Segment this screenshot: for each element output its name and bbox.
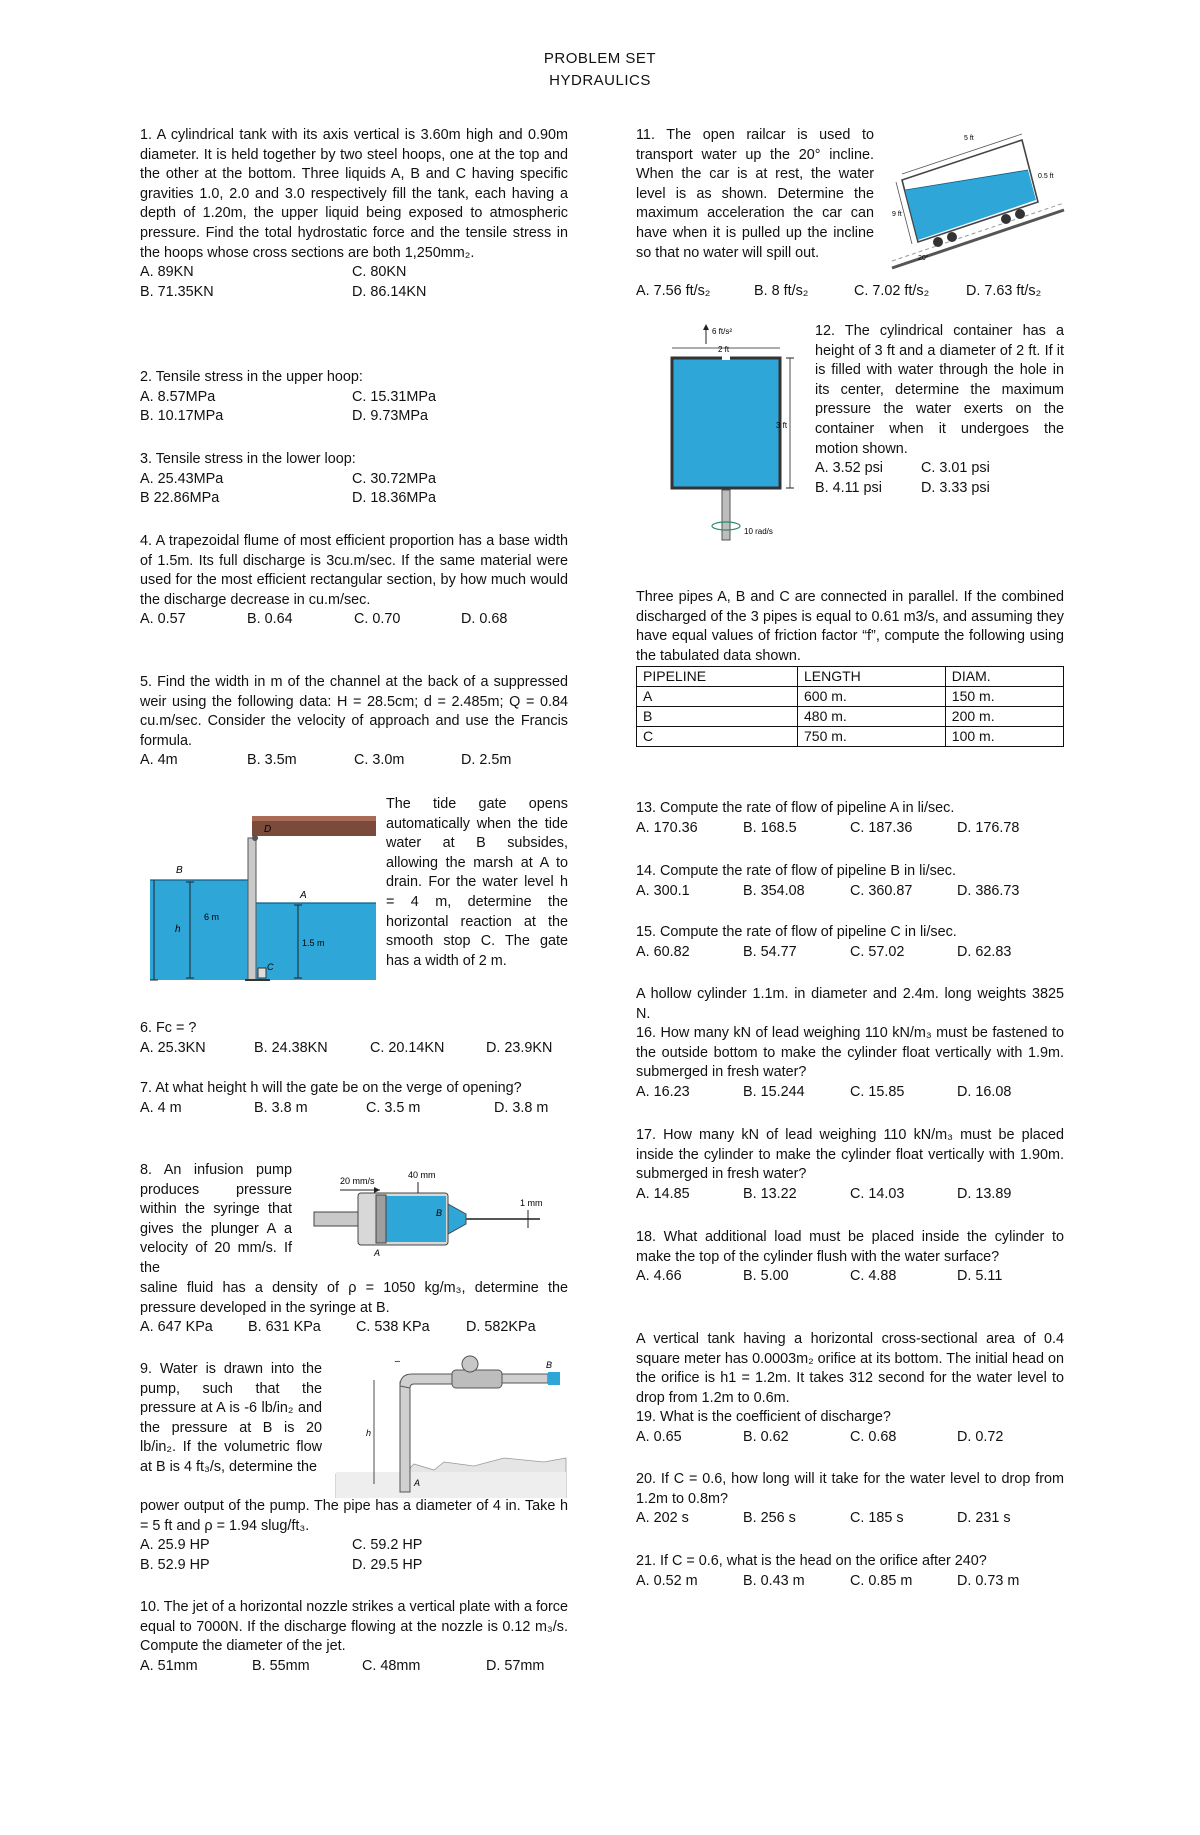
table-header: DIAM. [945, 667, 1063, 687]
choice: A. 14.85 [636, 1185, 690, 1202]
label-3ft: 3 ft [776, 421, 788, 430]
reservoir [336, 1472, 566, 1498]
choice: C. 3.5 m [366, 1099, 421, 1116]
outlet-water [548, 1372, 560, 1385]
choice: C. 0.85 m [850, 1572, 913, 1589]
table-row [637, 707, 1064, 727]
choice: D. 176.78 [957, 819, 1020, 836]
choice: C. 0.70 [354, 611, 401, 628]
table-cell: 200 m. [945, 707, 1063, 727]
table-cell: C [637, 727, 798, 747]
railcar-figure [888, 118, 1066, 270]
table-cell: 100 m. [945, 727, 1063, 747]
choice: D. 386.73 [957, 882, 1020, 899]
choice: A. 60.82 [636, 943, 690, 960]
hinge [252, 835, 258, 841]
choice: C. 57.02 [850, 943, 905, 960]
question-15 [636, 923, 1064, 962]
shaft [722, 490, 730, 540]
question-12-choices-row-2 [815, 479, 1064, 499]
question-3-choices-row-1 [140, 470, 568, 490]
question-17-text: 17. How many kN of lead weighing 110 kN/m₃ must be placed inside the cylinder to make the cylinder float vertically with 1.90m. submerged in fresh water? [636, 1127, 1064, 1183]
choice: D. 0.73 m [957, 1572, 1020, 1589]
pipe-vertical [400, 1382, 410, 1492]
label-h: h [366, 1428, 372, 1438]
question-8-text-b: saline fluid has a density of ρ = 1050 kg/m₃, determine the pressure developed in the syringe at B. [140, 1280, 568, 1316]
choice: D. 3.33 psi [921, 479, 990, 496]
choice: B. 3.5m [247, 752, 297, 769]
label-20mms: 20 mm/s [340, 1176, 375, 1186]
label-h: h [175, 924, 181, 935]
choice: D. 0.68 [461, 611, 508, 628]
label-accel: 6 ft/s² [712, 327, 733, 336]
choice: D. 29.5 HP [352, 1556, 423, 1573]
water-b [150, 880, 248, 980]
question-11-choices [636, 282, 1064, 302]
choice: D. 62.83 [957, 943, 1012, 960]
wheel [933, 237, 943, 247]
question-5-choices [140, 751, 568, 771]
choice: D. 23.9KN [486, 1039, 553, 1056]
question-17 [636, 1126, 1064, 1204]
wheel [1015, 209, 1025, 219]
choice: B. 0.64 [247, 611, 293, 628]
label-valve: ∽ [394, 1357, 401, 1366]
label-1mm: 1 mm [520, 1198, 543, 1208]
choice: A. 4.66 [636, 1268, 682, 1285]
question-3-choices-row-2 [140, 489, 568, 509]
question-21-text: 21. If C = 0.6, what is the head on the orifice after 240? [636, 1553, 987, 1569]
choice: B. 354.08 [743, 882, 805, 899]
question-15-choices [636, 943, 1064, 963]
label-c: C [267, 962, 274, 972]
page-header [0, 48, 1200, 92]
tide-gate-text [386, 795, 568, 971]
question-12-choices-row-1 [815, 459, 1064, 479]
choice: D. 0.72 [957, 1428, 1004, 1445]
choice: A. 202 s [636, 1510, 689, 1527]
pipes-problem [636, 588, 1064, 747]
stop-c [258, 968, 266, 978]
tank-problem [636, 1330, 1064, 1448]
label-20deg: 20° [918, 255, 929, 262]
label-b: B [176, 865, 183, 876]
railcar-water [905, 170, 1036, 240]
choice: C. 14.03 [850, 1185, 905, 1202]
table-cell: 750 m. [798, 727, 946, 747]
page-title: PROBLEM SET [543, 50, 657, 67]
label-40mm: 40 mm [408, 1170, 436, 1180]
question-2-choices-row-2 [140, 407, 568, 427]
choice: B. 5.00 [743, 1268, 789, 1285]
cylinder-container-figure [662, 322, 810, 548]
choice: C. 15.85 [850, 1083, 905, 1100]
question-12-text: 12. The cylindrical container has a height of 3 ft and a diameter of 2 ft. If it is filled with water through the hole in its center, determine the maximum pressure the water exerts on the container when it undergoes the motion shown. [815, 323, 1064, 457]
choice: B. 631 KPa [248, 1319, 321, 1336]
choice: C. 48mm [362, 1657, 421, 1674]
choice: B. 10.17MPa [140, 408, 224, 425]
choice: A. 25.43MPa [140, 470, 224, 487]
question-11-choices-block [636, 282, 1064, 302]
question-9-text-a-block [140, 1360, 322, 1478]
question-20-choices [636, 1509, 1064, 1529]
table-row [637, 727, 1064, 747]
choice: B. 3.8 m [254, 1099, 308, 1116]
choice: A. 0.65 [636, 1428, 682, 1445]
question-2 [140, 368, 568, 427]
question-18-choices [636, 1267, 1064, 1287]
question-7 [140, 1079, 568, 1118]
label-b: B [436, 1208, 443, 1218]
label-b: B [546, 1360, 553, 1370]
question-21 [636, 1552, 1064, 1591]
question-3-text: 3. Tensile stress in the lower loop: [140, 451, 356, 467]
choice: D. 582KPa [466, 1319, 536, 1336]
choice: D. 231 s [957, 1510, 1011, 1527]
question-8-text-a: 8. An infusion pump produces pressure within the syringe that gives the plunger A a velocity of 20 mm/s. If the [140, 1162, 292, 1276]
label-9ft: 9 ft [892, 211, 902, 218]
choice: C. 0.68 [850, 1428, 897, 1445]
choice: C. 80KN [352, 264, 407, 281]
question-6 [140, 1019, 568, 1058]
question-11-text-block [636, 126, 874, 263]
tank-intro: A vertical tank having a horizontal cross-sectional area of 0.4 square meter has 0.0003m₂ orifice at its bottom. The initial head on the orifice is h1 = 1.2m. It takes 312 second for the water level to drop from 1.2m to 0.6m. [636, 1331, 1064, 1406]
label-6m: 6 m [204, 912, 220, 922]
question-4 [140, 532, 568, 630]
question-3 [140, 450, 568, 509]
choice: A. 4m [140, 752, 178, 769]
question-20-text: 20. If C = 0.6, how long will it take for the water level to drop from 1.2m to 0.8m? [636, 1471, 1064, 1507]
pipes-intro: Three pipes A, B and C are connected in parallel. If the combined discharged of the 3 pipes is equal to 0.61 m3/s, and assuming they have equal values of friction factor “f”, compute the following using the tabulated data shown. [636, 589, 1064, 664]
question-10 [140, 1598, 568, 1676]
choice: B. 24.38KN [254, 1039, 328, 1056]
choice: C. 20.14KN [370, 1039, 445, 1056]
choice: A. 0.52 m [636, 1572, 698, 1589]
wheel [1001, 214, 1011, 224]
choice: D. 16.08 [957, 1083, 1012, 1100]
choice: A. 25.9 HP [140, 1537, 210, 1554]
choice: B. 15.244 [743, 1083, 805, 1100]
pump-figure [334, 1354, 568, 1498]
pump [452, 1370, 502, 1388]
question-15-text: 15. Compute the rate of flow of pipeline C in li/sec. [636, 924, 957, 940]
label-0-5ft: 0.5 ft [1038, 173, 1054, 180]
choice: C. 30.72MPa [352, 470, 436, 487]
page-subtitle: HYDRAULICS [549, 72, 651, 89]
choice: D. 9.73MPa [352, 408, 428, 425]
choice: B 22.86MPa [140, 490, 220, 507]
label-a: A [300, 890, 307, 901]
syringe-figure [300, 1160, 568, 1256]
question-1-choices-row-1 [140, 263, 568, 283]
question-4-choices [140, 610, 568, 630]
choice: D. 13.89 [957, 1185, 1012, 1202]
question-1 [140, 126, 568, 302]
choice: C. 187.36 [850, 819, 913, 836]
choice: A. 25.3KN [140, 1039, 206, 1056]
question-8-text-a-block [140, 1161, 292, 1279]
choice: C. 185 s [850, 1510, 904, 1527]
table-header: PIPELINE [637, 667, 798, 687]
choice: D. 57mm [486, 1657, 545, 1674]
choice: A. 0.57 [140, 611, 186, 628]
question-5-text: 5. Find the width in m of the channel at the back of a suppressed weir using the following data: H = 28.5cm; d = 2.485m; Q = 0.84 cu.m/sec. Consider the velocity of approach and use the Francis formula. [140, 674, 568, 749]
label-a: A [414, 1478, 421, 1488]
choice: B. 4.11 psi [815, 479, 882, 496]
question-6-choices [140, 1039, 568, 1059]
choice: B. 71.35KN [140, 283, 214, 300]
table-header-row [637, 667, 1064, 687]
choice: B. 55mm [252, 1657, 310, 1674]
question-19-choices [636, 1428, 1064, 1448]
label-1-5m: 1.5 m [302, 938, 325, 948]
choice: C. 7.02 ft/s₂ [854, 283, 930, 299]
question-8-choices [140, 1318, 568, 1338]
choice: A. 7.56 ft/s₂ [636, 283, 711, 299]
choice: A. 647 KPa [140, 1319, 213, 1336]
question-7-text: 7. At what height h will the gate be on the verge of opening? [140, 1080, 522, 1096]
question-13-choices [636, 819, 1064, 839]
choice: C. 59.2 HP [352, 1537, 423, 1554]
question-9 [140, 1497, 568, 1575]
choice: B. 8 ft/s₂ [754, 283, 809, 299]
table-cell: 480 m. [798, 707, 946, 727]
choice: A. 89KN [140, 264, 194, 281]
pipe-outlet [502, 1374, 548, 1383]
question-10-text: 10. The jet of a horizontal nozzle strikes a vertical plate with a force equal to 7000N. If the discharge flowing at the nozzle is 0.12 m₃/s. Compute the diameter of the jet. [140, 1599, 568, 1655]
container [672, 358, 780, 488]
label-d: D [264, 824, 272, 835]
choice: D. 5.11 [957, 1268, 1003, 1285]
choice: B. 168.5 [743, 819, 797, 836]
question-2-choices-row-1 [140, 388, 568, 408]
question-17-choices [636, 1185, 1064, 1205]
cylinder-problem [636, 985, 1064, 1103]
choice: D. 2.5m [461, 752, 512, 769]
question-12 [815, 322, 1064, 498]
question-14 [636, 862, 1064, 901]
question-14-choices [636, 882, 1064, 902]
gate [248, 838, 256, 980]
question-6-text: 6. Fc = ? [140, 1020, 197, 1036]
question-19-text: 19. What is the coefficient of discharge? [636, 1409, 891, 1426]
choice: C. 360.87 [850, 882, 913, 899]
choice: C. 3.0m [354, 752, 405, 769]
choice: A. 170.36 [636, 819, 698, 836]
label-a: A [374, 1248, 381, 1256]
choice: D. 86.14KN [352, 283, 427, 300]
tide-gate-figure [140, 810, 380, 1000]
table-cell: 150 m. [945, 687, 1063, 707]
question-9-choices-row-1 [140, 1536, 568, 1556]
choice: A. 3.52 psi [815, 460, 883, 477]
question-13 [636, 799, 1064, 838]
question-20 [636, 1470, 1064, 1529]
label-2ft: 2 ft [718, 345, 730, 354]
choice: B. 54.77 [743, 943, 797, 960]
question-16-text: 16. How many kN of lead weighing 110 kN/m₃ must be fastened to the outside bottom to make the cylinder float vertically with 1.9m. submerged in fresh water? [636, 1025, 1064, 1081]
table-cell: 600 m. [798, 687, 946, 707]
question-16-choices [636, 1083, 1064, 1103]
choice: C. 15.31MPa [352, 388, 436, 405]
syringe-fluid [386, 1196, 446, 1242]
question-9-text-b: power output of the pump. The pipe has a diameter of 4 in. Take h = 5 ft and ρ = 1.94 slug/ft₃. [140, 1498, 568, 1534]
question-18-text: 18. What additional load must be placed inside the cylinder to make the top of the cylinder flush with the water surface? [636, 1229, 1064, 1265]
question-4-text: 4. A trapezoidal flume of most efficient proportion has a base width of 1.5m. Its full discharge is 3cu.m/sec. If the same material were used for the most efficient rectangular section, by how much would the discharge decrease in cu.m/sec. [140, 533, 568, 608]
choice: C. 538 KPa [356, 1319, 430, 1336]
table-cell: A [637, 687, 798, 707]
choice: A. 300.1 [636, 882, 690, 899]
choice: A. 8.57MPa [140, 388, 216, 405]
choice: B. 256 s [743, 1510, 796, 1527]
choice: B. 13.22 [743, 1185, 797, 1202]
choice: A. 16.23 [636, 1083, 690, 1100]
cylinder-intro: A hollow cylinder 1.1m. in diameter and 2.4m. long weights 3825 N. [636, 986, 1064, 1022]
choice: D. 7.63 ft/s₂ [966, 283, 1042, 299]
pipes-table [636, 666, 1064, 747]
choice: A. 51mm [140, 1657, 198, 1674]
question-10-choices [140, 1657, 568, 1677]
choice: B. 0.62 [743, 1428, 789, 1445]
choice: C. 3.01 psi [921, 460, 990, 477]
label-omega: 10 rad/s [744, 527, 773, 536]
question-5 [140, 673, 568, 771]
wheel [947, 232, 957, 242]
choice: B. 52.9 HP [140, 1556, 210, 1573]
table-row [637, 687, 1064, 707]
question-7-choices [140, 1099, 568, 1119]
choice: C. 4.88 [850, 1268, 897, 1285]
label-5ft: 5 ft [964, 135, 974, 142]
question-9-choices-row-2 [140, 1556, 568, 1576]
question-2-text: 2. Tensile stress in the upper hoop: [140, 369, 363, 385]
table-cell: B [637, 707, 798, 727]
question-1-text: 1. A cylindrical tank with its axis vertical is 3.60m high and 0.90m diameter. It is held together by two steel hoops, one at the top and the other at the bottom. Three liquids A, B and C having specific gravities 1.0, 2.0 and 3.0 respectively fill the tank, each having a depth of 1.20m, the upper liquid being exposed to atmospheric pressure. Find the total hydrostatic force and the tensile stress in the hoops whose cross sections are both 1,250mm₂. [140, 127, 568, 261]
question-11-text: 11. The open railcar is used to transport water up the 20° incline. When the car is at rest, the water level is as shown. Determine the maximum acceleration the car can have when it is pulled up the incline so that no water will spill out. [636, 127, 874, 261]
choice: A. 4 m [140, 1099, 182, 1116]
question-18 [636, 1228, 1064, 1287]
question-1-choices-row-2 [140, 283, 568, 303]
question-21-choices [636, 1572, 1064, 1592]
question-8 [140, 1279, 568, 1338]
question-13-text: 13. Compute the rate of flow of pipeline A in li/sec. [636, 800, 955, 816]
choice: D. 18.36MPa [352, 490, 436, 507]
plunger-a [376, 1195, 386, 1243]
question-14-text: 14. Compute the rate of flow of pipeline B in li/sec. [636, 863, 956, 879]
question-9-text-a: 9. Water is drawn into the pump, such that the pressure at A is -6 lb/in₂ and the pressure at B is 20 lb/in₂. If the volumetric flow at B is 4 ft₃/s, determine the [140, 1361, 322, 1475]
choice: B. 0.43 m [743, 1572, 805, 1589]
table-header: LENGTH [798, 667, 946, 687]
choice: D. 3.8 m [494, 1099, 549, 1116]
tide-gate-description: The tide gate opens automatically when the tide water at B subsides, allowing the marsh at A to drain. For the water level h = 4 m, determine the horizontal reaction at the smooth stop C. The gate has a width of 2 m. [386, 796, 568, 969]
